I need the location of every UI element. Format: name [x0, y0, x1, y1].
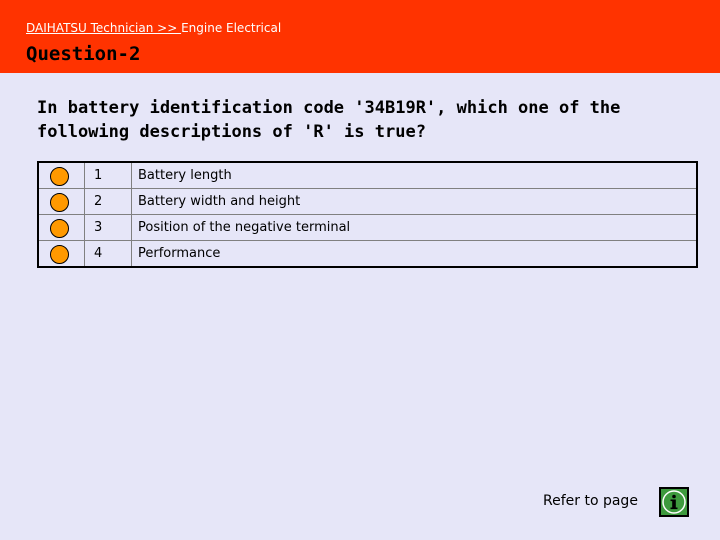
radio-cell: [38, 162, 85, 189]
radio-cell: [38, 241, 85, 268]
info-button[interactable]: [659, 487, 689, 517]
choice-label: Battery length: [132, 162, 698, 189]
choice-3-radio[interactable]: [50, 219, 69, 238]
choice-row[interactable]: [38, 162, 697, 189]
question-text: In battery identification code '34B19R', which one of the following descriptions of 'R' is true?: [37, 98, 621, 142]
choice-row[interactable]: [38, 215, 697, 241]
choice-label: Position of the negative terminal: [132, 215, 698, 241]
choice-row[interactable]: [38, 241, 697, 268]
breadcrumb: [26, 21, 281, 35]
choice-row[interactable]: [38, 189, 697, 215]
refer-to-page-label: Refer to page: [543, 493, 638, 509]
choice-number: 2: [85, 189, 132, 215]
choice-number: 1: [85, 162, 132, 189]
choice-number: 4: [85, 241, 132, 268]
choice-label: Battery width and height: [132, 189, 698, 215]
breadcrumb-current: Engine Electrical: [181, 21, 282, 35]
choice-4-radio[interactable]: [50, 245, 69, 264]
choice-1-radio[interactable]: [50, 167, 69, 186]
breadcrumb-link-home[interactable]: DAIHATSU Technician >>: [26, 21, 182, 35]
header-bar: [0, 0, 720, 73]
choices-table: [37, 161, 698, 268]
choice-label: Performance: [132, 241, 698, 268]
radio-cell: [38, 189, 85, 215]
radio-cell: [38, 215, 85, 241]
choice-number: 3: [85, 215, 132, 241]
choice-2-radio[interactable]: [50, 193, 69, 212]
page-title: Question-2: [26, 43, 141, 65]
info-icon: [661, 489, 687, 515]
